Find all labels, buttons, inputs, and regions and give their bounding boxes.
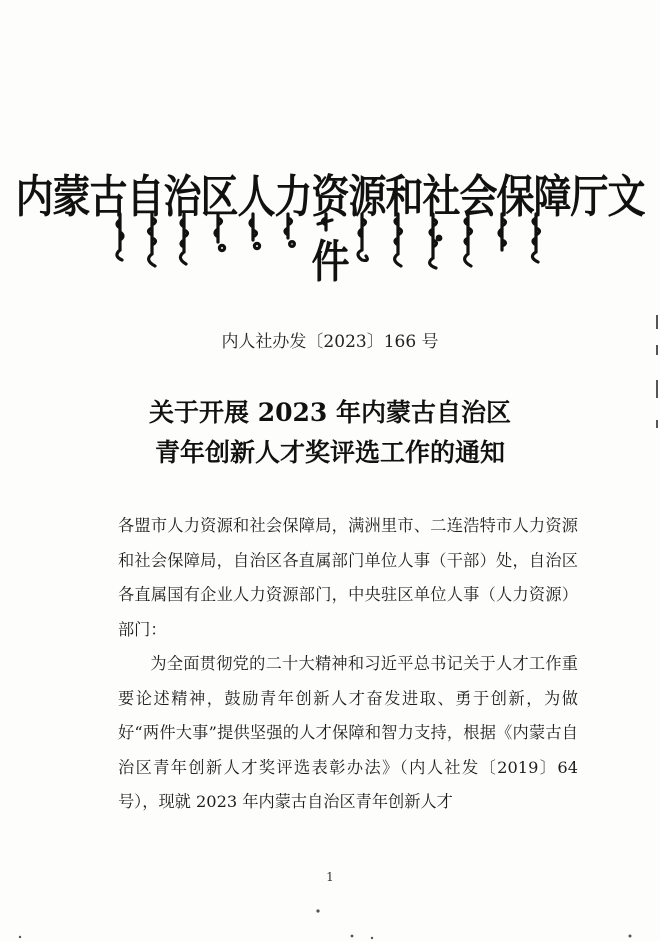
notice-title-line-2: 青年创新人才奖评选工作的通知 [154, 438, 505, 467]
document-number: 内人社办发〔2023〕166 号 [221, 332, 439, 352]
mongolian-script-header [108, 210, 558, 272]
page-number: 1 [326, 870, 334, 884]
notice-title [0, 393, 660, 473]
issuer-header-title: 内蒙古自治区人力资源和社会保障厅文件 [15, 169, 645, 288]
notice-body [118, 509, 578, 820]
recipients-paragraph: 各盟市人力资源和社会保障局，满洲里市、二连浩特市人力资源和社会保障局，自治区各直属部门单位人事（干部）处，自治区各直属国有企业人力资源部门，中央驻区单位人事（人力资源）部门： [118, 516, 578, 639]
body-paragraph-1: 为全面贯彻党的二十大精神和习近平总书记关于人才工作重要论述精神，鼓励青年创新人才奋发进取、勇于创新，为做好“两件大事”提供坚强的人才保障和智力支持，根据《内蒙古自治区青年创新人才奖评选表彰办法》（内人社发〔2019〕64 号），现就 2023 年内蒙古自治区青年创新人才 [118, 654, 578, 811]
notice-title-line-1: 关于开展 2023 年内蒙古自治区 [149, 398, 511, 427]
